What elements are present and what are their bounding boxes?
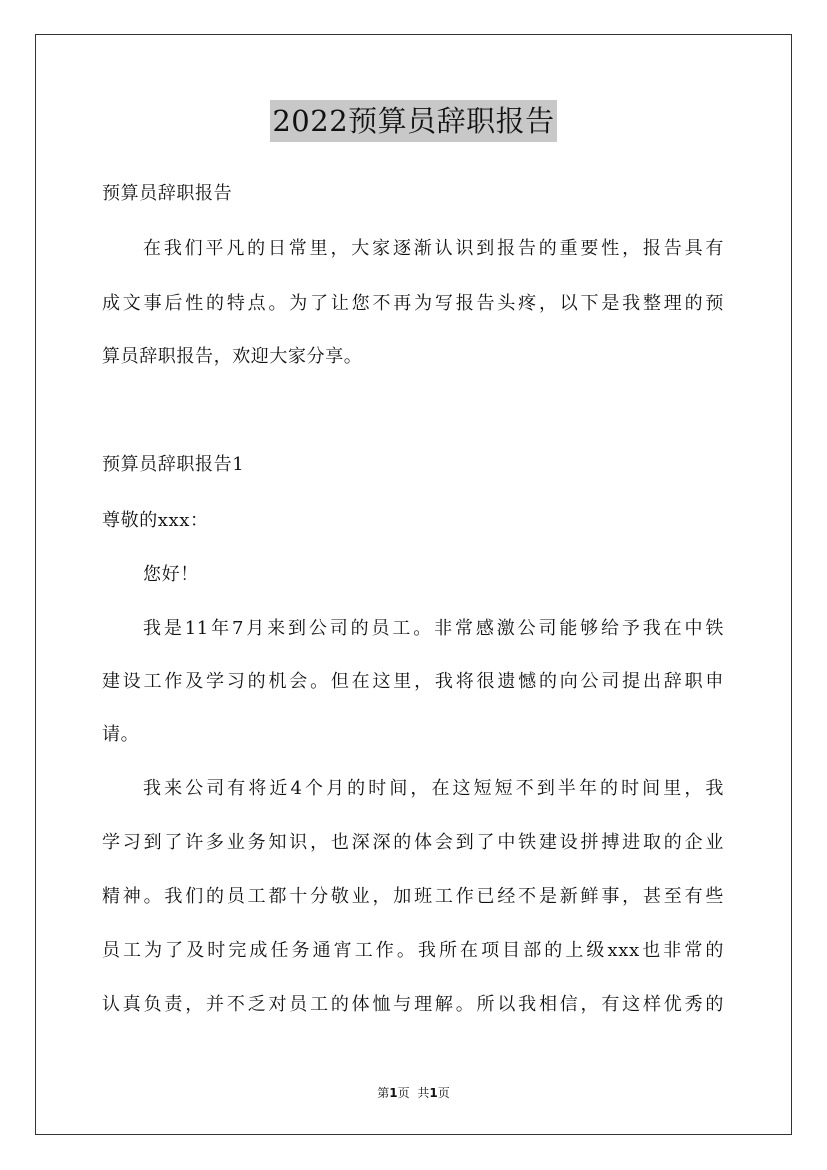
footer-page-prefix: 第 (377, 1086, 390, 1100)
intro-line-1: 在我们平凡的日常里，大家逐渐认识到报告的重要性，报告具有 (143, 238, 724, 259)
para2-line-2: 学习到了许多业务知识，也深深的体会到了中铁建设拼搏进取的企业 (102, 832, 724, 853)
section-title: 预算员辞职报告1 (102, 454, 245, 475)
footer-total-number: 1 (429, 1086, 438, 1100)
intro-line-2: 成文事后性的特点。为了让您不再为写报告头疼，以下是我整理的预 (102, 293, 724, 314)
footer-page-number: 1 (389, 1086, 398, 1100)
greeting: 您好！ (143, 564, 199, 585)
subtitle: 预算员辞职报告 (102, 183, 233, 204)
footer-total-suffix: 页 (437, 1086, 450, 1100)
para2-line-4: 员工为了及时完成任务通宵工作。我所在项目部的上级xxx也非常的 (102, 940, 724, 961)
intro-line-3: 算员辞职报告，欢迎大家分享。 (102, 346, 363, 367)
footer-total-prefix: 共 (417, 1086, 430, 1100)
para1-line-2: 建设工作及学习的机会。但在这里，我将很遗憾的向公司提出辞职申 (102, 671, 724, 692)
para2-line-5: 认真负责，并不乏对员工的体恤与理解。所以我相信，有这样优秀的 (102, 994, 724, 1015)
footer-page-suffix: 页 (397, 1086, 410, 1100)
page-footer (0, 1084, 827, 1101)
salutation: 尊敬的xxx： (102, 510, 209, 531)
para2-line-3: 精神。我们的员工都十分敬业，加班工作已经不是新鲜事，甚至有些 (102, 886, 724, 907)
para1-line-1: 我是11年7月来到公司的员工。非常感激公司能够给予我在中铁 (143, 618, 724, 639)
document-title: 2022预算员辞职报告 (270, 100, 556, 142)
para1-line-3: 请。 (102, 724, 140, 745)
para2-line-1: 我来公司有将近4个月的时间，在这短短不到半年的时间里，我 (143, 778, 724, 799)
title-container (0, 100, 827, 142)
